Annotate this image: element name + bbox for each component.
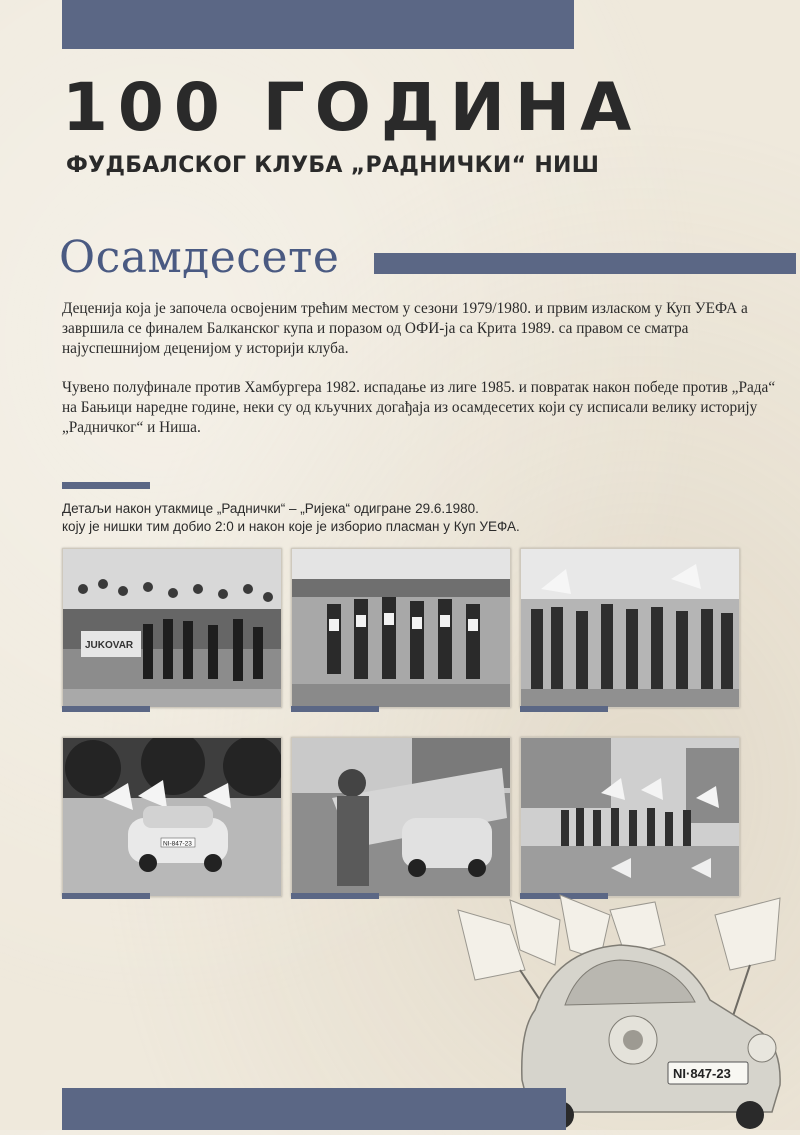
- intro-paragraph: Деценија која је започела освојеним трећим местом у сезони 1979/1980. и првим изласком у Куп УЕФА а завршила се финалем Балканског купа и поразом од ОФИ-ја са Крита 1989. са правом се сматра најуспешнијом деценијом у историји клуба.: [62, 300, 748, 357]
- photo-sign-text: JUKOVAR: [85, 640, 134, 651]
- page-title: 100 ГОДИНА: [62, 69, 642, 146]
- caption-line-2: коју је нишки тим добио 2:0 и након које је изборио пласман у Куп УЕФА.: [62, 519, 520, 534]
- caption-line-1: Детаљи након утакмице „Раднички“ – „Ријека“ одигране 29.6.1980.: [62, 501, 479, 516]
- top-accent-bar: [62, 0, 574, 49]
- car-plate-text: NI·847-23: [673, 1066, 731, 1081]
- photo-fan-with-flag: [291, 737, 511, 897]
- photo-street-march: [520, 737, 740, 897]
- photo-plate-text: NI-847-23: [163, 840, 192, 848]
- photo-crowd-celebration: [62, 548, 282, 708]
- section-heading: Осамдесете: [59, 232, 340, 283]
- gallery-caption: [62, 500, 662, 536]
- photo-accent-3: [520, 706, 608, 712]
- bottom-accent-bar: [62, 1088, 566, 1130]
- photo-team-lap: [291, 548, 511, 708]
- photo-fans-on-pitch: [520, 548, 740, 708]
- photo-accent-2: [291, 706, 379, 712]
- section-accent-bar: [374, 253, 796, 274]
- photo-car-with-flags: [62, 737, 282, 897]
- photo-accent-4: [62, 893, 150, 899]
- photo-accent-1: [62, 706, 150, 712]
- photo-accent-5: [291, 893, 379, 899]
- page-subtitle: ФУДБАЛСКОГ КЛУБА „РАДНИЧКИ“ НИШ: [66, 153, 600, 178]
- events-paragraph: Чувено полуфинале против Хамбургера 1982. испадање из лиге 1985. и повратак након победе против „Рада“ на Бањици наредне године, неки су од кључних догађаја из осамдесетих који су исписали велику историју „Радничког“ и Ниша.: [62, 379, 776, 436]
- caption-accent-line: [62, 482, 150, 489]
